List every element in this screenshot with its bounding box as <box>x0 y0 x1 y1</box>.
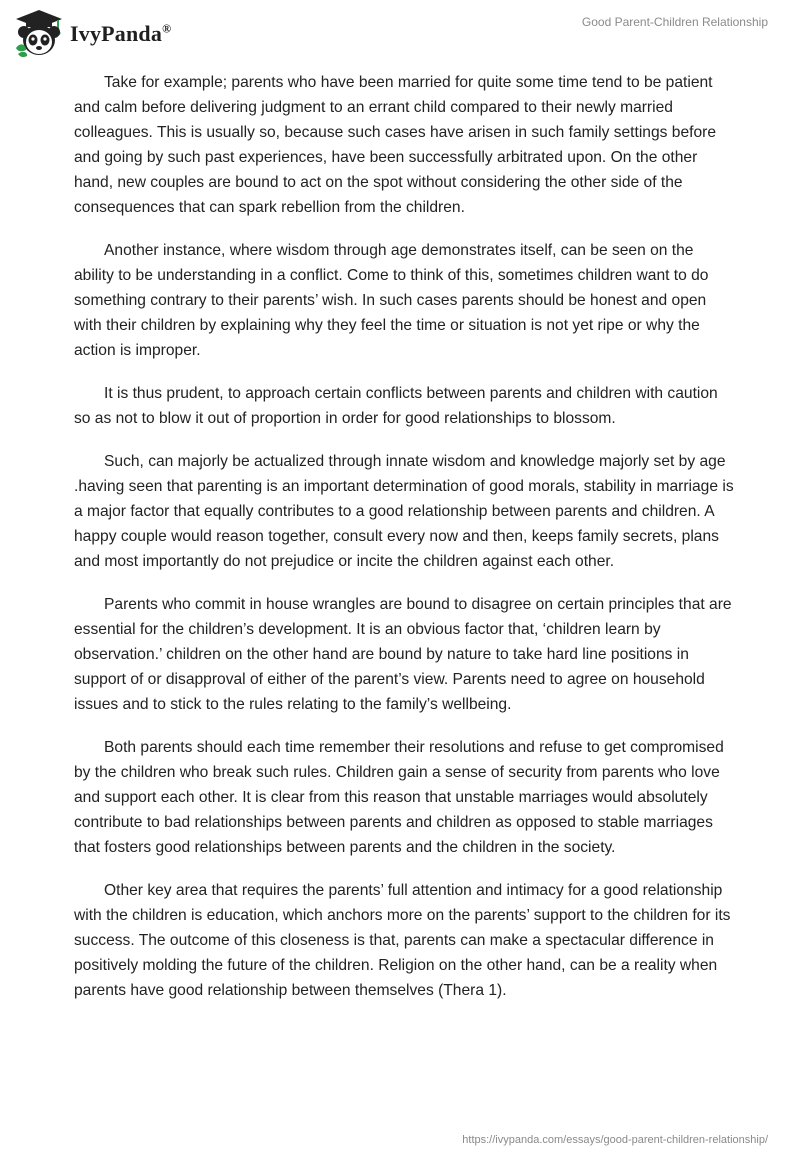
paragraph-2: Another instance, where wisdom through age demonstrates itself, can be seen on the ability to be understanding in a conflict. Come to think of this, sometimes children want to do something contrary to their parents’ wish. In such cases parents should be honest and open with their children by explaining why they feel the time or situation is not yet ripe or why the action is improper. <box>74 242 709 359</box>
paragraph-6: Both parents should each time remember their resolutions and refuse to get compromised by the children who break such rules. Children gain a sense of security from parents who love and support each other. It is clear from this reason that unstable marriages would absolutely contribute to bad relationships between parents and children as opposed to stable marriages that fosters good relationships between parents and the children in the society. <box>74 739 724 856</box>
page-header <box>0 0 800 70</box>
paragraph-4: Such, can majorly be actualized through innate wisdom and knowledge majorly set by age .having seen that parenting is an important determination of good morals, stability in marriage is a major factor that equally contributes to a good relationship between parents and children. A happy couple would reason together, consult every now and then, keeps family secrets, plans and most importantly do not prejudice or incite the children against each other. <box>74 453 734 570</box>
source-url[interactable]: https://ivypanda.com/essays/good-parent-children-relationship/ <box>462 1134 768 1146</box>
document-title: Good Parent-Children Relationship <box>581 15 768 29</box>
paragraph-5: Parents who commit in house wrangles are bound to disagree on certain principles that are essential for the children’s development. It is an obvious factor that, ‘children learn by observation.’ children on the other hand are bound by nature to take hard line positions in support of or disapproval of either of the parent’s view. Parents need to agree on household issues and to stick to the rules relating to the family’s wellbeing. <box>74 596 732 713</box>
paragraph-3: It is thus prudent, to approach certain conflicts between parents and children with caution so as not to blow it out of proportion in order for good relationships to blossom. <box>74 385 718 427</box>
essay-body <box>74 70 734 1021</box>
logo-text: IvyPanda® <box>70 21 172 46</box>
paragraph-1: Take for example; parents who have been married for quite some time tend to be patient and calm before delivering judgment to an errant child compared to their newly married colleagues. This is usually so, because such cases have arisen in such family settings before and going by such past experiences, have been successfully arbitrated upon. On the other hand, new couples are bound to act on the spot without considering the other side of the consequences that can spark rebellion from the children. <box>74 74 716 216</box>
paragraph-7: Other key area that requires the parents’ full attention and intimacy for a good relationship with the children is education, which anchors more on the parents’ support to the children for its success. The outcome of this closeness is that, parents can make a spectacular difference in positively molding the future of the children. Religion on the other hand, can be a reality when parents have good relationship between themselves (Thera 1). <box>74 882 731 999</box>
panda-logo-icon <box>12 8 66 58</box>
ivypanda-logo[interactable] <box>12 8 171 58</box>
